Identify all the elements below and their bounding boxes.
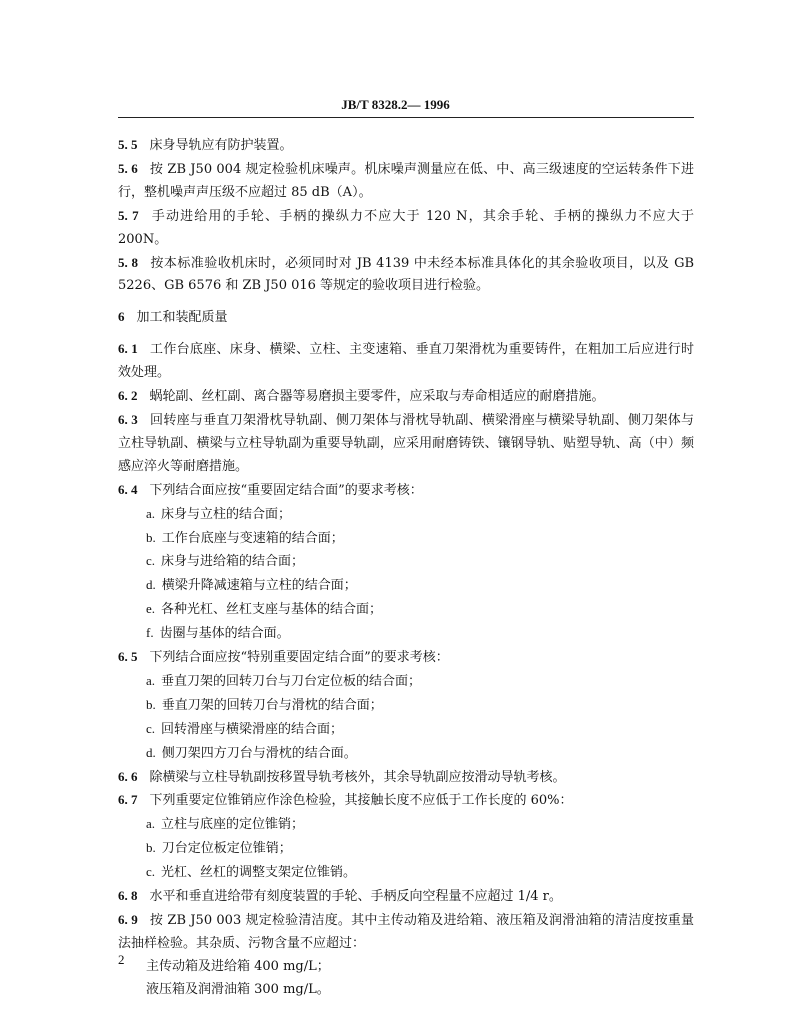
list-item [118, 694, 694, 718]
list-item-text: 立柱与底座的定位锥销； [161, 817, 305, 833]
list-item-text: 齿圈与基体的结合面。 [159, 626, 290, 642]
list-item [118, 837, 694, 861]
clause-text: 按本标准验收机床时，必须同时对 JB 4139 中未经本标准具体化的其余验收项目，以及 GB 5226、GB 6576 和 ZB J50 016 等规定的验收项目进行检验。 [118, 255, 695, 294]
clause-number: 5. 5 [118, 137, 138, 152]
list-item [118, 622, 694, 646]
running-header: JB/T 8328.2— 1996 [341, 97, 450, 112]
list-marker: c. [146, 553, 156, 569]
list-item-text: 工作台底座与变速箱的结合面； [161, 530, 344, 546]
list-item [118, 503, 694, 527]
clause-text: 下列结合面应按“特别重要固定结合面”的要求考核： [149, 650, 449, 666]
list-marker: e. [146, 601, 156, 617]
list-item-text: 垂直刀架的回转刀台与刀台定位板的结合面； [161, 673, 422, 689]
list-marker: c. [146, 864, 156, 880]
clause-text: 床身导轨应有防护装置。 [149, 138, 293, 153]
clause-paragraph [118, 252, 694, 299]
clause-paragraph [118, 385, 694, 409]
list-item [118, 574, 694, 598]
clause-number: 6. 4 [118, 481, 138, 497]
clause-number: 6. 5 [118, 649, 138, 665]
list-item [118, 670, 694, 694]
list-item [118, 718, 694, 742]
clause-text: 水平和垂直进给带有刻度装置的手轮、手柄反向空程量不应超过 1/4 r。 [149, 889, 562, 905]
clause-number: 6. 9 [118, 912, 138, 927]
list-item-text: 床身与进给箱的结合面； [161, 554, 305, 570]
list-marker: d. [146, 744, 156, 760]
list-item-text: 床身与立柱的结合面； [161, 506, 292, 522]
list-item-text: 垂直刀架的回转刀台与滑枕的结合面； [161, 697, 383, 713]
list-marker: a. [146, 505, 156, 521]
clause-number: 6. 3 [118, 411, 138, 427]
clause-number: 5. 6 [118, 160, 138, 176]
clause-paragraph [118, 646, 694, 670]
clause-text: 下列重要定位锥销应作涂色检验，其接触长度不应低于工作长度的 60%： [149, 793, 573, 809]
list-marker: b. [146, 529, 156, 545]
page-number: 2 [118, 952, 125, 967]
clause-paragraph [118, 338, 694, 385]
list-marker: b. [146, 696, 156, 712]
clause-paragraph [118, 158, 694, 205]
section-heading [118, 306, 694, 330]
clause-paragraph [118, 134, 694, 158]
list-marker: d. [146, 577, 156, 593]
list-marker: a. [146, 816, 156, 832]
list-marker: f. [146, 625, 154, 641]
clause-number: 5. 7 [118, 207, 139, 223]
clause-number: 6 [118, 309, 125, 325]
clause-paragraph [118, 909, 694, 956]
clause-paragraph [118, 479, 694, 503]
clause-text: 按 ZB J50 003 规定检验清洁度。其中主传动箱及进给箱、液压箱及润滑油箱的清洁度按重量法抽样检验。其杂质、污物含量不应超过： [118, 913, 695, 951]
clause-number: 5. 8 [118, 254, 138, 270]
list-marker: c. [146, 720, 156, 736]
clause-number: 6. 8 [118, 888, 138, 904]
clause-paragraph [118, 409, 694, 479]
list-item [118, 861, 694, 885]
clause-number: 6. 7 [118, 792, 138, 808]
header-rule [118, 117, 694, 118]
list-item-text: 各种光杠、丝杠支座与基体的结合面； [161, 602, 383, 618]
clause-text: 除横梁与立柱导轨副按移置导轨考核外，其余导轨副应按滑动导轨考核。 [149, 769, 566, 785]
clause-text: 回转座与垂直刀架滑枕导轨副、侧刀架体与滑枕导轨副、横梁滑座与横梁导轨副、侧刀架体与立柱导轨副、横梁与立柱导轨副为重要导轨副，应采用耐磨铸铁、镶钢导轨、贴塑导轨、高（中）频感应淬火等耐磨措施。 [118, 412, 694, 474]
body-content [118, 134, 694, 1002]
clause-number: 6. 6 [118, 768, 138, 784]
list-item-text: 光杠、丝杠的调整支架定位锥销。 [161, 865, 357, 881]
list-item [118, 742, 694, 766]
list-item-text: 横梁升降减速箱与立柱的结合面； [161, 578, 357, 594]
clause-text: 蜗轮副、丝杠副、离合器等易磨损主要零件，应采取与寿命相适应的耐磨措施。 [149, 389, 605, 405]
clause-text: 下列结合面应按“重要固定结合面”的要求考核： [149, 482, 423, 498]
list-item [118, 527, 694, 551]
clause-text: 工作台底座、床身、横梁、立柱、主变速箱、垂直刀架滑枕为重要铸件，在粗加工后应进行时效处理。 [118, 342, 694, 381]
clause-paragraph [118, 205, 694, 252]
clause-number: 6. 1 [118, 341, 138, 357]
list-item-text: 回转滑座与横梁滑座的结合面； [161, 721, 344, 737]
clause-text: 加工和装配质量 [136, 310, 228, 326]
clause-paragraph [118, 885, 694, 909]
list-item-text: 侧刀架四方刀台与滑枕的结合面。 [161, 745, 357, 761]
clause-text: 手动进给用的手轮、手柄的操纵力不应大于 120 N，其余手轮、手柄的操纵力不应大于 200N。 [118, 208, 694, 247]
list-item [118, 598, 694, 622]
list-marker: a. [146, 672, 156, 688]
list-item-text: 刀台定位板定位锥销； [161, 841, 292, 857]
clause-text: 按 ZB J50 004 规定检验机床噪声。机床噪声测量应在低、中、高三级速度的空运转条件下进行，整机噪声声压级不应超过 85 dB（A）。 [118, 161, 695, 200]
clause-number: 6. 2 [118, 388, 138, 404]
list-item [118, 813, 694, 837]
clause-paragraph [118, 766, 694, 790]
clause-paragraph [118, 789, 694, 813]
list-marker: b. [146, 840, 156, 856]
list-item [118, 550, 694, 574]
limit-line: 主传动箱及进给箱 400 mg/L； [146, 958, 330, 974]
limit-line: 液压箱及润滑油箱 300 mg/L。 [146, 981, 330, 997]
